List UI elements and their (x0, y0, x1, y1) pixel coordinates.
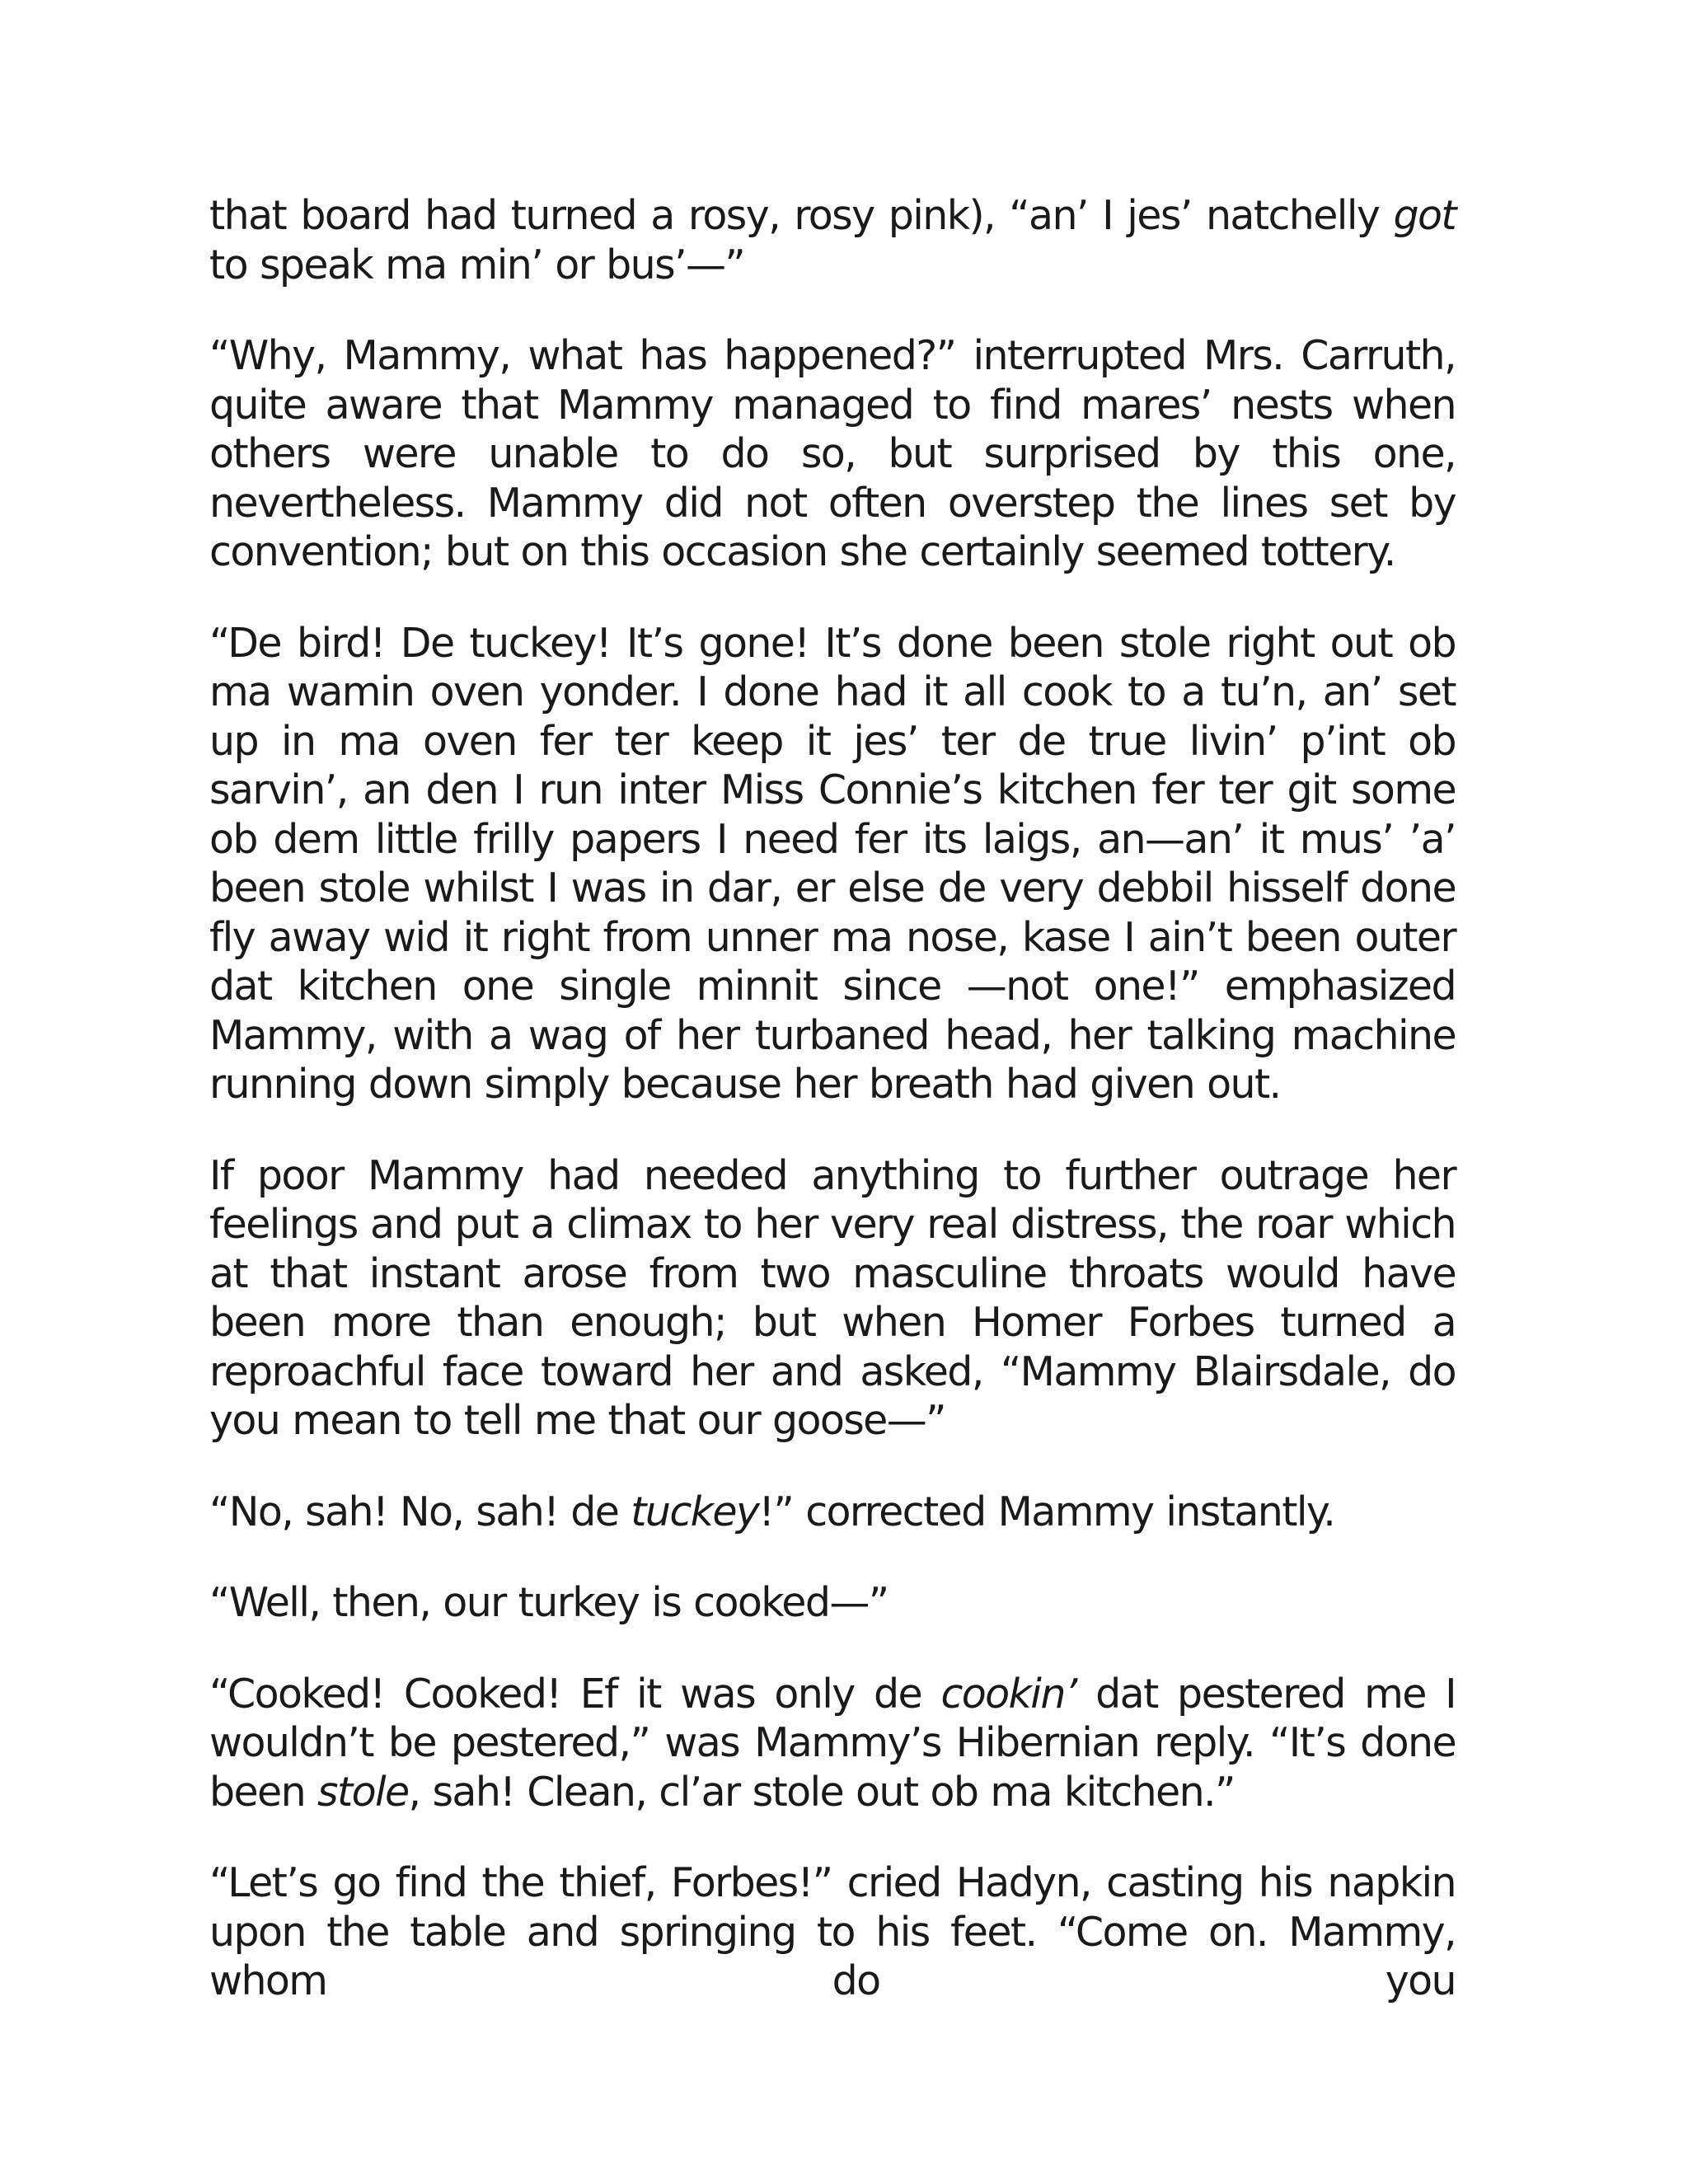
paragraph (209, 1670, 1456, 1817)
book-page-text (209, 191, 1456, 2048)
paragraph (209, 1488, 1456, 1537)
italic-text: stole (317, 1768, 409, 1816)
text-run: “Why, Mammy, what has happened?” interrupted Mrs. Carruth, quite aware that Mammy managed to find mares’ nests when others were unable to do so, but surprised by this one, nevertheless. Mammy did not often overstep the lines set by convention; but on this occasion she certainly seemed tottery. (209, 332, 1456, 575)
text-run: to speak ma min’ or bus’—” (209, 241, 745, 288)
text-run: “No, sah! No, sah! de (209, 1488, 631, 1535)
italic-text: got (1393, 192, 1456, 239)
paragraph (209, 619, 1456, 1109)
text-run: “De bird! De tuckey! It’s gone! It’s done been stole right out ob ma wamin oven yonder. I done had it all cook to a tu’n, an’ set up in ma oven fer ter keep it jes’ ter de true livin’ p’int ob sarvin’, an den I run inter Miss Connie’s kitchen fer ter git some ob dem little frilly papers I need fer its laigs, an—an’ it mus’ ’a’ been stole whilst I was in dar, er else de very debbil hisself done fly away wid it right from unner ma nose, kase I ain’t been outer dat kitchen one single minnit since —not one!” emphasized Mammy, with a wag of her turbaned head, her talking machine running down simply because her breath had given out. (209, 619, 1456, 1108)
paragraph (209, 191, 1456, 289)
text-run: “Well, then, our turkey is cooked—” (209, 1579, 889, 1626)
text-run: “Cooked! Cooked! Ef it was only de (209, 1670, 941, 1718)
paragraph (209, 1858, 1456, 2006)
italic-text: tuckey (631, 1488, 759, 1535)
paragraph (209, 331, 1456, 577)
text-run: , sah! Clean, cl’ar stole out ob ma kitchen.” (408, 1768, 1235, 1816)
paragraph (209, 1578, 1456, 1628)
paragraph (209, 1151, 1456, 1446)
text-run: dat pestered me I wouldn’t be pestered,” was Mammy’s Hibernian reply. “It’s done been (209, 1670, 1456, 1816)
text-run: that board had turned a rosy, rosy pink), “an’ I jes’ natchelly (209, 192, 1394, 239)
text-run: !” corrected Mammy instantly. (758, 1488, 1335, 1535)
italic-text: cookin’ (940, 1670, 1076, 1718)
text-run: “Let’s go find the thief, Forbes!” cried Hadyn, casting his napkin upon the table and springing to his feet. “Come on. Mammy, whom do you (209, 1859, 1456, 2004)
text-run: If poor Mammy had needed anything to further outrage her feelings and put a climax to her very real distress, the roar which at that instant arose from two masculine throats would have been more than enough; but when Homer Forbes turned a reproachful face toward her and asked, “Mammy Blairsdale, do you mean to tell me that our goose—” (209, 1151, 1456, 1444)
